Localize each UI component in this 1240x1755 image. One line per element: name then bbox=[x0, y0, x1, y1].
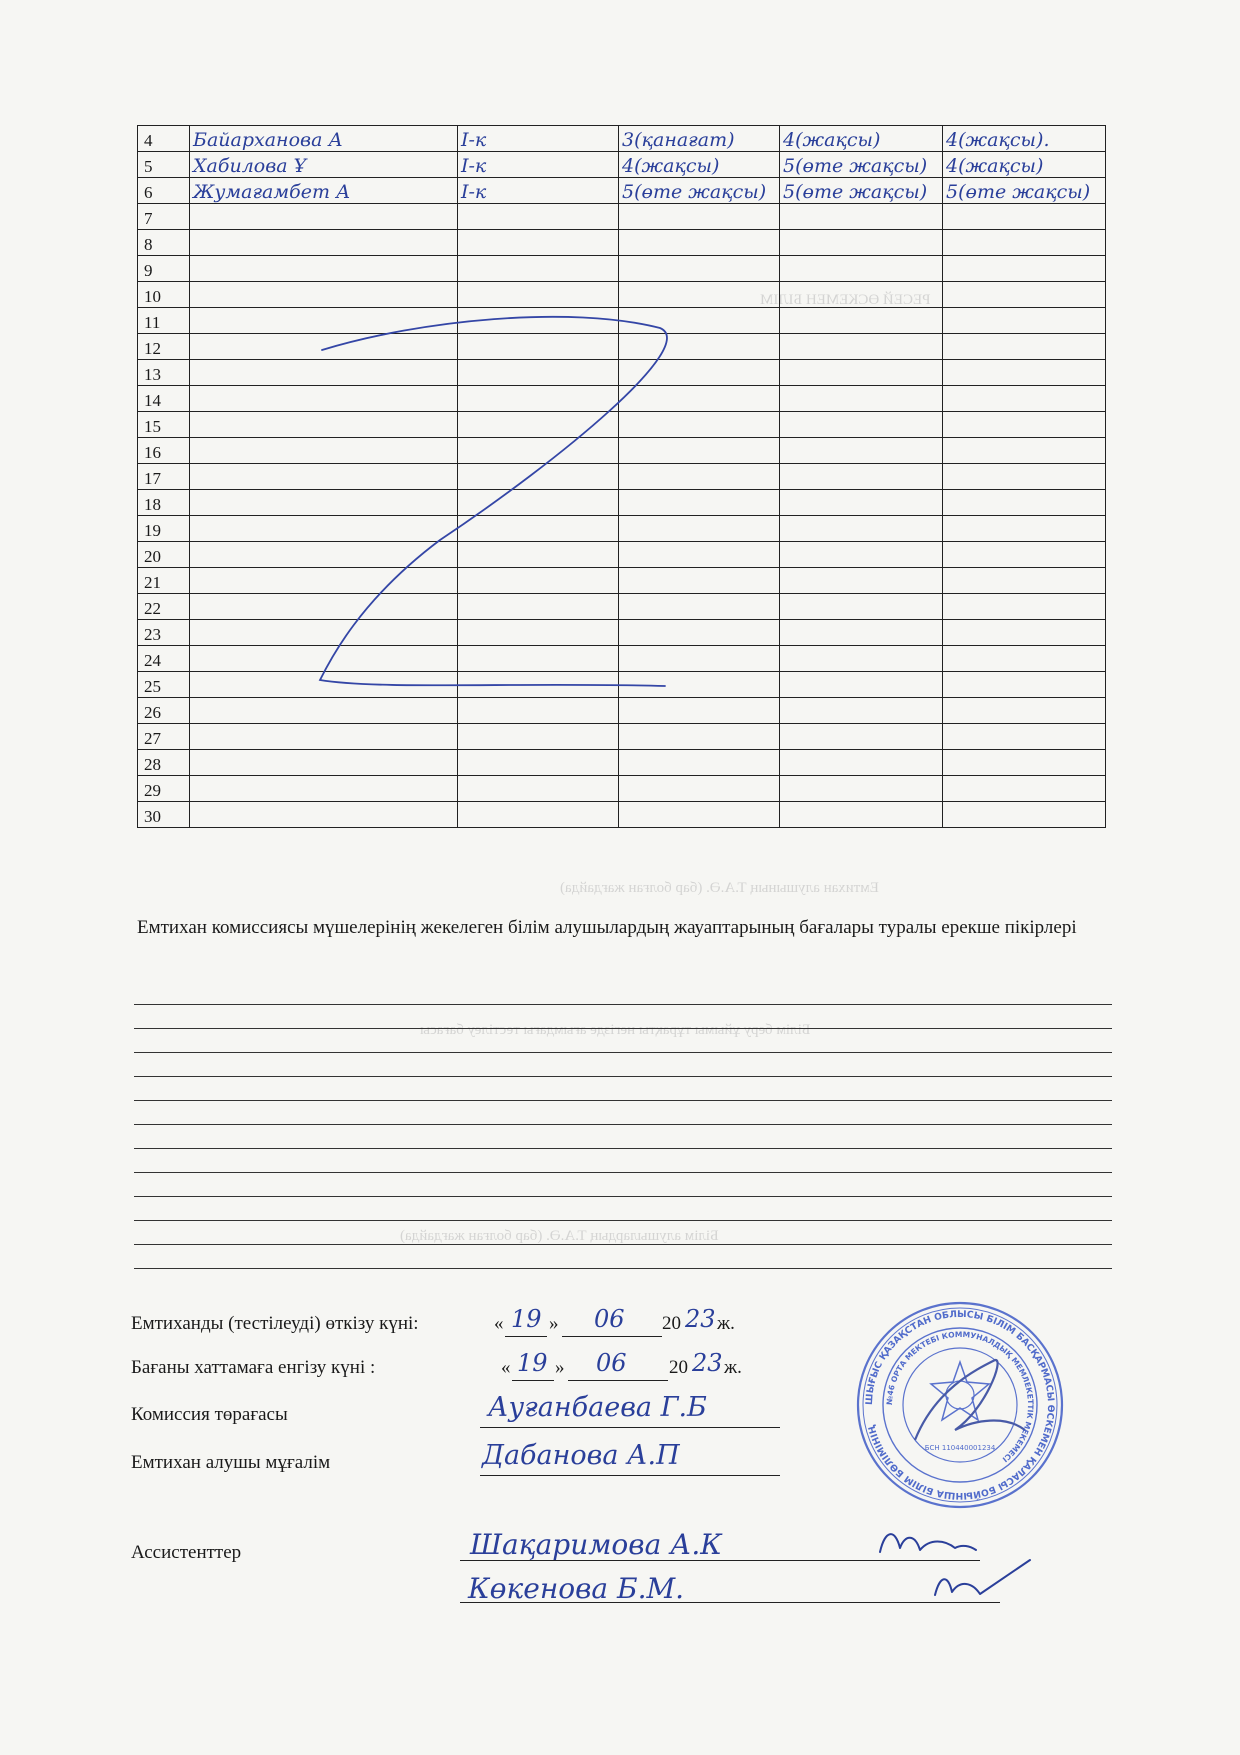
teacher-label: Емтихан алушы мұғалім bbox=[131, 1452, 331, 1473]
cell-num: 9 bbox=[138, 256, 190, 282]
assistant-2-signature bbox=[935, 1560, 1030, 1595]
cell-g2: 5(өте жақсы) bbox=[780, 152, 943, 178]
entry-date-year: 23 bbox=[692, 1349, 723, 1377]
stamp-emblem-sun-icon bbox=[946, 1381, 974, 1409]
chairman-label: Комиссия төрағасы bbox=[131, 1404, 288, 1425]
cell-num: 11 bbox=[138, 308, 190, 334]
cell-num: 7 bbox=[138, 204, 190, 230]
cell-num: 12 bbox=[138, 334, 190, 360]
cell-group: I-к bbox=[458, 152, 619, 178]
cell-num: 14 bbox=[138, 386, 190, 412]
cell-num: 26 bbox=[138, 698, 190, 724]
exam-date-label: Емтиханды (тестілеуді) өткізу күні: bbox=[131, 1313, 419, 1334]
official-stamp bbox=[855, 1300, 1065, 1510]
exam-date-year: 23 bbox=[685, 1305, 716, 1333]
bleed-through-text: РЕСЕЙ ӨСКЕМЕН БІЛІМ bbox=[760, 292, 931, 308]
teacher-name: Дабанова А.П bbox=[482, 1440, 680, 1471]
bleed-through-text: Білім беру ұйымы тұрақты негізде ағымдағы тестілеу бағасы bbox=[420, 1022, 811, 1038]
entry-date-month: 06 bbox=[596, 1349, 627, 1377]
stamp-signature bbox=[915, 1360, 1025, 1440]
cell-g3: 5(өте жақсы) bbox=[943, 178, 1106, 204]
cell-num: 13 bbox=[138, 360, 190, 386]
exam-date-year-prefix: 20 bbox=[662, 1313, 681, 1334]
chairman-name: Ауғанбаева Г.Б bbox=[488, 1392, 707, 1423]
cell-group: I-к bbox=[458, 178, 619, 204]
cell-name: Хабилова Ұ bbox=[190, 152, 458, 178]
exam-date-month: 06 bbox=[594, 1305, 625, 1333]
stamp-middle-ring bbox=[883, 1328, 1037, 1482]
stamp-outer-text: ШЫҒЫС ҚАЗАҚСТАН ОБЛЫСЫ БІЛІМ БАСҚАРМАСЫ ӨСКЕМЕН ҚАЛАСЫ БОЙЫНША БІЛІМ БӨЛІМІНІҢ bbox=[863, 1308, 1057, 1502]
assistant-1-name: Шақаримова А.К bbox=[470, 1528, 722, 1561]
bleed-through-text: Білім алушылардың Т.А.Ә. (бар болған жағдайда) bbox=[400, 1228, 719, 1244]
cell-g3: 4(жақсы) bbox=[943, 152, 1106, 178]
cell-num: 10 bbox=[138, 282, 190, 308]
cell-g1: 5(өте жақсы) bbox=[619, 178, 780, 204]
cell-num: 16 bbox=[138, 438, 190, 464]
cell-g2: 5(өте жақсы) bbox=[780, 178, 943, 204]
cell-num: 19 bbox=[138, 516, 190, 542]
stamp-bin: БСН 110440001234 bbox=[924, 1444, 996, 1452]
cell-group: I-к bbox=[458, 126, 619, 152]
entry-date-day: 19 bbox=[517, 1349, 548, 1377]
cell-g1: 3(қанағат) bbox=[619, 126, 780, 152]
cell-g3: 4(жақсы). bbox=[943, 126, 1106, 152]
cell-num: 29 bbox=[138, 776, 190, 802]
exam-date-open-quote: « bbox=[494, 1313, 504, 1334]
cell-g1: 4(жақсы) bbox=[619, 152, 780, 178]
cell-num: 17 bbox=[138, 464, 190, 490]
cell-num: 24 bbox=[138, 646, 190, 672]
cell-name: Байарханова А bbox=[190, 126, 458, 152]
entry-date-year-prefix: 20 bbox=[669, 1357, 688, 1378]
cell-num: 27 bbox=[138, 724, 190, 750]
cell-num: 25 bbox=[138, 672, 190, 698]
cell-g2: 4(жақсы) bbox=[780, 126, 943, 152]
cell-num: 23 bbox=[138, 620, 190, 646]
stamp-inner-text: №46 ОРТА МЕКТЕБІ КОММУНАЛДЫҚ МЕМЛЕКЕТТІК МЕКЕМЕСІ bbox=[884, 1329, 1036, 1464]
exam-date-unit: ж. bbox=[717, 1313, 735, 1334]
cell-num: 4 bbox=[138, 126, 190, 152]
exam-date-day: 19 bbox=[511, 1305, 542, 1333]
stamp-emblem-icon bbox=[931, 1362, 989, 1420]
cell-num: 5 bbox=[138, 152, 190, 178]
cell-name: Жумағамбет А bbox=[190, 178, 458, 204]
bleed-through-text: Емтихан алушының Т.А.Ә. (бар болған жағдайда) bbox=[560, 880, 879, 896]
assistant-2-name: Көкенова Б.М. bbox=[468, 1572, 685, 1605]
cell-num: 20 bbox=[138, 542, 190, 568]
cell-num: 18 bbox=[138, 490, 190, 516]
assistant-1-signature bbox=[880, 1534, 976, 1552]
entry-date-close-quote: » bbox=[555, 1357, 565, 1378]
cell-num: 28 bbox=[138, 750, 190, 776]
exam-date-close-quote: » bbox=[549, 1313, 559, 1334]
entry-date-label: Бағаны хаттамаға енгізу күні : bbox=[131, 1357, 376, 1378]
entry-date-open-quote: « bbox=[501, 1357, 511, 1378]
assistants-label: Ассистенттер bbox=[131, 1542, 242, 1563]
cell-num: 21 bbox=[138, 568, 190, 594]
entry-date-unit: ж. bbox=[724, 1357, 742, 1378]
cell-num: 8 bbox=[138, 230, 190, 256]
cell-num: 6 bbox=[138, 178, 190, 204]
cell-num: 22 bbox=[138, 594, 190, 620]
comments-heading: Емтихан комиссиясы мүшелерінің жекелеген білім алушылардың жауаптарының бағалары туралы ерекше пікірлері bbox=[137, 917, 1077, 938]
cell-num: 15 bbox=[138, 412, 190, 438]
cell-num: 30 bbox=[138, 802, 190, 828]
